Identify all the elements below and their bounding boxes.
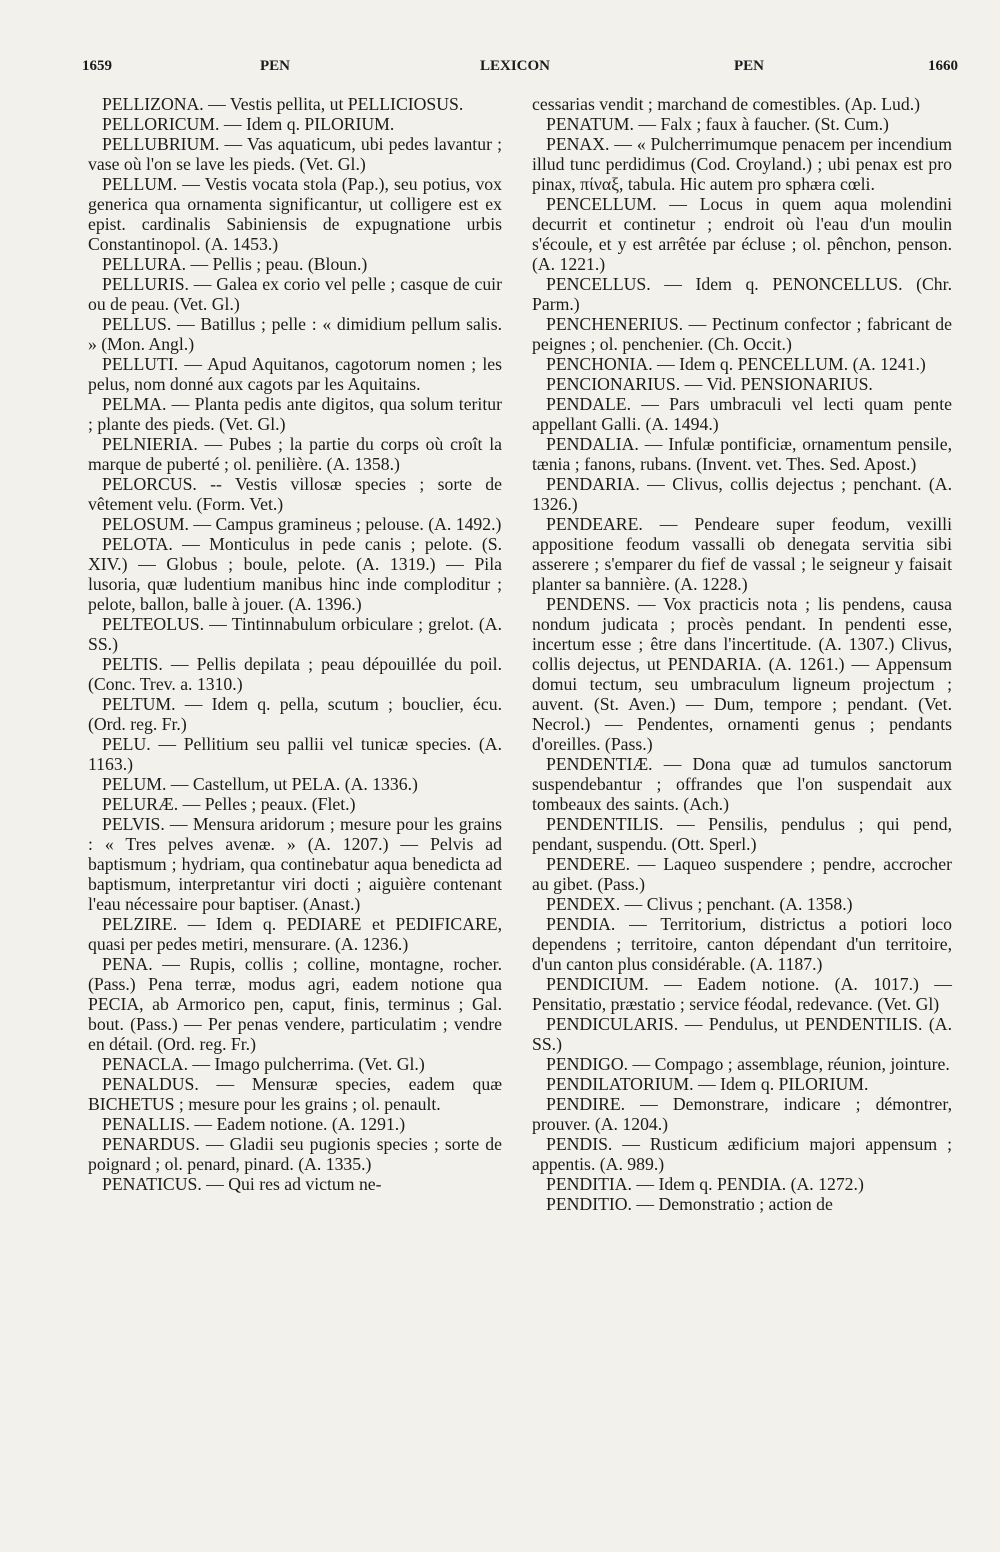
dictionary-entry: cessarias vendit ; marchand de comestibles. (Ap. Lud.)	[532, 94, 921, 114]
dictionary-entry: PELVIS. — Mensura aridorum ; mesure pour les grains : « Tres pelves avenæ. » (A. 1207.) — Pelvis ad baptismum ; hydriam, qua continebatur aqua benedicta ad baptismum, interpretantur viri docti ; aiguière contenant l'eau nécessaire pour baptiser. (Anast.)	[88, 814, 502, 914]
dictionary-entry: PENDILATORIUM. — Idem q. PILORIUM.	[546, 1074, 869, 1094]
dictionary-entry: PELLUM. — Vestis vocata stola (Pap.), seu potius, vox generica qua ornamenta significantur, ut colligere est ex epist. cardinalis Sabiniensis de expugnatione urbis Constantinopol. (A. 1453.)	[88, 174, 502, 254]
dictionary-entry: PELLUTI. — Apud Aquitanos, cagotorum nomen ; les pelus, nom donné aux cagots par les Aquitains.	[88, 354, 502, 394]
left-page-number: 1659	[82, 58, 112, 74]
dictionary-entry: PENDIRE. — Demonstrare, indicare ; démontrer, prouver. (A. 1204.)	[532, 1094, 952, 1134]
dictionary-entry: PENDALIA. — Infulæ pontificiæ, ornamentum pensile, tænia ; fanons, rubans. (Invent. vet. Thes. Sed. Apost.)	[532, 434, 952, 474]
dictionary-entry: PENCELLUM. — Locus in quem aqua molendini decurrit et continetur ; endroit où l'eau d'un moulin s'écoule, et y est arrêtée par écluse ; ol. pênchon, penson. (A. 1221.)	[532, 194, 952, 274]
dictionary-entry: PENDEARE. — Pendeare super feodum, vexilli appositione feodum vassalli ob denegata servitia sibi asserere ; s'emparer du fief de vassal ; le seigneur y faisait planter sa bannière. (A. 1228.)	[532, 514, 952, 594]
dictionary-entry: PENDERE. — Laqueo suspendere ; pendre, accrocher au gibet. (Pass.)	[532, 854, 952, 894]
dictionary-entry: PELZIRE. — Idem q. PEDIARE et PEDIFICARE, quasi per pedes metiri, mensurare. (A. 1236.)	[88, 914, 502, 954]
right-column	[532, 94, 952, 1214]
running-header	[82, 58, 958, 88]
right-running-headword: PEN	[734, 58, 764, 74]
dictionary-entry: PENDIA. — Territorium, districtus a potiori loco dependens ; territoire, canton dépendant d'un territoire, d'un canton plus considérable. (A. 1187.)	[532, 914, 952, 974]
dictionary-entry: PELLORICUM. — Idem q. PILORIUM.	[102, 114, 395, 134]
center-running-title: LEXICON	[480, 58, 551, 74]
dictionary-entry: PENDIGO. — Compago ; assemblage, réunion, jointure.	[546, 1054, 950, 1074]
dictionary-entry: PELOTA. — Monticulus in pede canis ; pelote. (S. XIV.) — Globus ; boule, pelote. (A. 1319.) — Pila lusoria, quæ ludentium manibus hinc inde comploditur ; pelote, ballon, balle à jouer. (A. 1396.)	[88, 534, 502, 614]
dictionary-entry: PELTUM. — Idem q. pella, scutum ; bouclier, écu. (Ord. reg. Fr.)	[88, 694, 502, 734]
dictionary-entry: PELU. — Pellitium seu pallii vel tunicæ species. (A. 1163.)	[88, 734, 502, 774]
dictionary-entry: PENDICULARIS. — Pendulus, ut PENDENTILIS. (A. SS.)	[532, 1014, 952, 1054]
dictionary-entry: PENA. — Rupis, collis ; colline, montagne, rocher. (Pass.) Pena terræ, modus agri, eadem notione qua PECIA, ab Armorico pen, caput, finis, terminus ; Gal. bout. (Pass.) — Per penas vendere, particulatim ; vendre en détail. (Ord. reg. Fr.)	[88, 954, 502, 1054]
dictionary-entry: PENDIS. — Rusticum ædificium majori appensum ; appentis. (A. 989.)	[532, 1134, 952, 1174]
dictionary-entry: PENDITIA. — Idem q. PENDIA. (A. 1272.)	[546, 1174, 864, 1194]
dictionary-entry: PENDEX. — Clivus ; penchant. (A. 1358.)	[546, 894, 853, 914]
dictionary-entry: PENALLIS. — Eadem notione. (A. 1291.)	[102, 1114, 406, 1134]
dictionary-entry: PENCELLUS. — Idem q. PENONCELLUS. (Chr. Parm.)	[532, 274, 952, 314]
dictionary-entry: PELORCUS. -- Vestis villosæ species ; sorte de vêtement velu. (Form. Vet.)	[88, 474, 502, 514]
dictionary-entry: PENDENS. — Vox practicis nota ; lis pendens, causa nondum judicata ; procès pendant. In pendenti esse, incertum esse ; être dans l'incertitude. (A. 1307.) Clivus, collis dejectus, ut PENDARIA. (A. 1261.) — Appensum domui tectum, seu umbraculum ligneum projectum ; auvent. (St. Aven.) — Dum, tempore ; pendant. (Vet. Necrol.) — Pendentes, ornamenti genus ; pendants d'oreilles. (Pass.)	[532, 594, 952, 754]
dictionary-entry: PENDARIA. — Clivus, collis dejectus ; penchant. (A. 1326.)	[532, 474, 952, 514]
dictionary-entry: PENACLA. — Imago pulcherrima. (Vet. Gl.)	[102, 1054, 425, 1074]
dictionary-entry: PENDENTILIS. — Pensilis, pendulus ; qui pend, pendant, suspendu. (Ott. Sperl.)	[532, 814, 952, 854]
dictionary-entry: PELLUS. — Batillus ; pelle : « dimidium pellum salis. » (Mon. Angl.)	[88, 314, 502, 354]
dictionary-entry: PENATUM. — Falx ; faux à faucher. (St. Cum.)	[546, 114, 889, 134]
dictionary-entry: PENALDUS. — Mensuræ species, eadem quæ BICHETUS ; mesure pour les grains ; ol. penault.	[88, 1074, 502, 1114]
dictionary-entry: PELLURIS. — Galea ex corio vel pelle ; casque de cuir ou de peau. (Vet. Gl.)	[88, 274, 502, 314]
dictionary-entry: PELOSUM. — Campus gramineus ; pelouse. (A. 1492.)	[102, 514, 502, 534]
dictionary-entry: PENCHENERIUS. — Pectinum confector ; fabricant de peignes ; ol. penchenier. (Ch. Occit.)	[532, 314, 952, 354]
dictionary-entry: PENARDUS. — Gladii seu pugionis species ; sorte de poignard ; ol. penard, pinard. (A. 1335.)	[88, 1134, 502, 1174]
dictionary-entry: PENCHONIA. — Idem q. PENCELLUM. (A. 1241.)	[546, 354, 926, 374]
dictionary-entry: PELLURA. — Pellis ; peau. (Bloun.)	[102, 254, 368, 274]
right-page-number: 1660	[928, 58, 958, 74]
dictionary-entry: PELTEOLUS. — Tintinnabulum orbiculare ; grelot. (A. SS.)	[88, 614, 502, 654]
dictionary-entry: PENDENTIÆ. — Dona quæ ad tumulos sanctorum suspendebantur ; offrandes que l'on suspendait aux tombeaux des saints. (Ach.)	[532, 754, 952, 814]
dictionary-entry: PELURÆ. — Pelles ; peaux. (Flet.)	[102, 794, 356, 814]
dictionary-entry: PELLUBRIUM. — Vas aquaticum, ubi pedes lavantur ; vase où l'on se lave les pieds. (Vet. Gl.)	[88, 134, 502, 174]
dictionary-entry: PENCIONARIUS. — Vid. PENSIONARIUS.	[546, 374, 873, 394]
dictionary-entry: PELTIS. — Pellis depilata ; peau dépouillée du poil. (Conc. Trev. a. 1310.)	[88, 654, 502, 694]
dictionary-entry: PENATICUS. — Qui res ad victum ne-	[102, 1174, 382, 1194]
dictionary-entry: PENDALE. — Pars umbraculi vel lecti quam pente appellant Galli. (A. 1494.)	[532, 394, 952, 434]
dictionary-entry: PENAX. — « Pulcherrimumque penacem per incendium illud tunc perdidimus (Cod. Croyland.) ; ubi penax est pro pinax, πίναξ, tabula. Hic autem pro sphæra cœli.	[532, 134, 952, 194]
left-column	[88, 94, 502, 1194]
dictionary-entry: PENDICIUM. — Eadem notione. (A. 1017.) — Pensitatio, præstatio ; service féodal, redevance. (Vet. Gl)	[532, 974, 952, 1014]
dictionary-entry: PELLIZONA. — Vestis pellita, ut PELLICIOSUS.	[102, 94, 464, 114]
dictionary-entry: PELUM. — Castellum, ut PELA. (A. 1336.)	[102, 774, 418, 794]
dictionary-entry: PELMA. — Planta pedis ante digitos, qua solum teritur ; plante des pieds. (Vet. Gl.)	[88, 394, 502, 434]
left-running-headword: PEN	[260, 58, 290, 74]
dictionary-entry: PELNIERIA. — Pubes ; la partie du corps où croît la marque de puberté ; ol. penilière. (A. 1358.)	[88, 434, 502, 474]
dictionary-entry: PENDITIO. — Demonstratio ; action de	[546, 1194, 833, 1214]
